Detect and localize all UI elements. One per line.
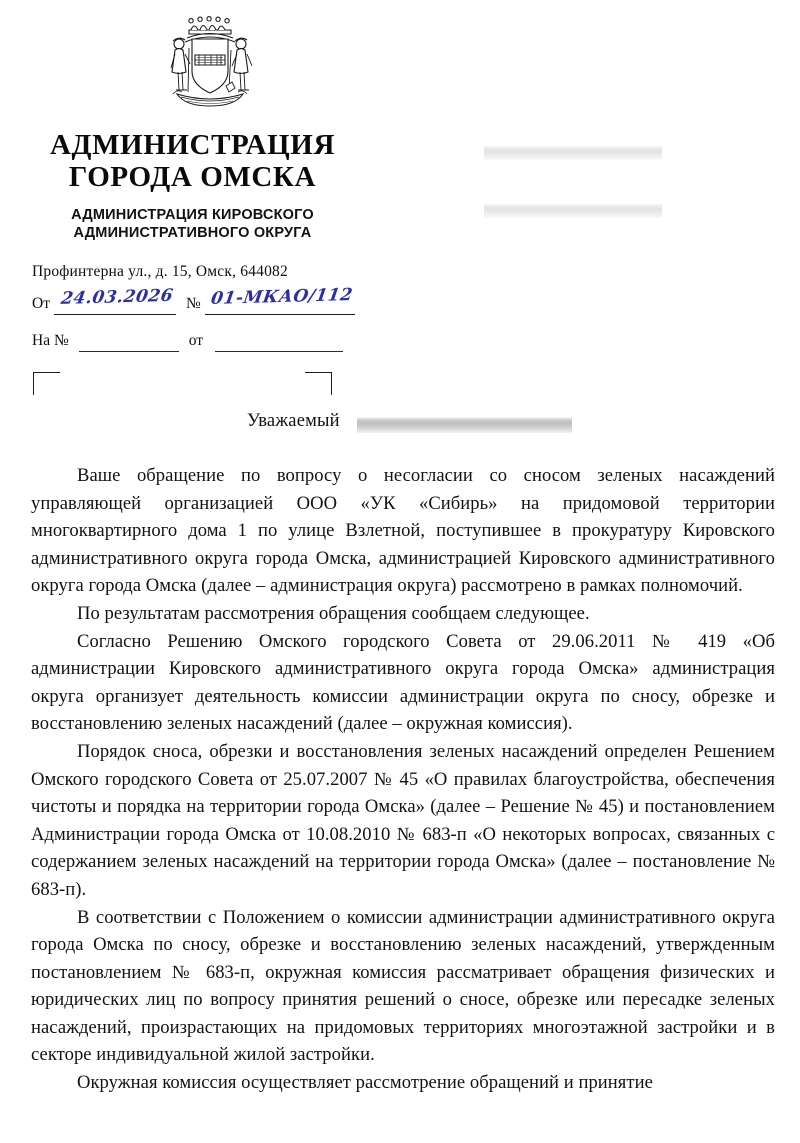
- handwritten-date: 24.03.2026: [59, 286, 175, 310]
- body-paragraph-5: В соответствии с Положением о комиссии администрации административного округа города Омска по сносу, обрезке и восстановлению зеленых насаждений, утвержденным постановлением № 683-п, окружная комиссия рассматривает обращения физических и юридических лиц по вопросу принятия решений о сносе, обрезке или пересадке зеленых насаждений, произрастающих на придомовых территориях многоэтажной застройки и в секторе индивидуальной жилой застройки.: [31, 906, 775, 1066]
- body-paragraph-1: Ваше обращение по вопросу о несогласии со сносом зеленых насаждений управляющей организацией ООО «УК «Сибирь» на придомовой территории многоквартирного дома 1 по улице Взлетной, поступившее в прокуратуру Кировского административного округа города Омска, администрацией Кировского административного округа города Омска (далее – администрация округа) рассмотрено в рамках полномочий.: [31, 465, 775, 597]
- on-reference-blank-field: [79, 338, 179, 352]
- incoming-reference-row: [32, 329, 420, 352]
- salutation-greeting: Уважаемый: [247, 411, 340, 431]
- body-paragraph-4: Порядок сноса, обрезки и восстановления зеленых насаждений определен Решением Омского городского Совета от 25.07.2007 № 45 «О правилах благоустройства, обеспечения чистоты и порядка на территории города Омска» (далее – Решение № 45) и постановлением Администрации города Омска от 10.08.2010 № 683-п «О некоторых вопросах, связанных с содержанием зеленых насаждений на территории города Омска» (далее – постановление № 683-п).: [31, 740, 775, 900]
- omsk-coat-of-arms-icon: [151, 14, 269, 114]
- org-title-line-1: АДМИНИСТРАЦИЯ: [49, 129, 336, 161]
- emblem-container: [0, 0, 420, 119]
- handwritten-reference-number: 01-МКАО/112: [210, 285, 355, 310]
- on-reference-date-blank-field: [215, 338, 343, 352]
- addressee-bracket-right: [305, 372, 332, 395]
- number-label: №: [185, 294, 201, 312]
- organization-title: [0, 129, 385, 194]
- org-title-line-2: ГОРОДА ОМСКА: [68, 161, 317, 194]
- on-reference-label: На №: [32, 331, 69, 349]
- salutation-name-redaction: [357, 417, 572, 433]
- letterhead: [0, 0, 420, 352]
- addressee-bracket-left: [33, 372, 60, 395]
- from-date-label: От: [32, 294, 50, 312]
- body-paragraph-2: По результатам рассмотрения обращения сообщаем следующее.: [77, 602, 590, 624]
- from-date-field: [54, 287, 176, 315]
- letterhead-reference-block: [0, 260, 420, 352]
- body-paragraph-3: Согласно Решению Омского городского Совета от 29.06.2011 № 419 «Об администрации Кировского административного округа города Омска» администрация округа организует деятельность комиссии администрации округа по сносу, обрезке и восстановлению зеленых насаждений (далее – окружная комиссия).: [31, 630, 775, 735]
- addressee-redaction-line-2: [484, 204, 662, 218]
- postal-address: Профинтерна ул., д. 15, Омск, 644082: [32, 263, 288, 281]
- number-field: [205, 287, 355, 315]
- body-paragraph-6-partial: Окружная комиссия осуществляет рассмотрение обращений и принятие: [77, 1072, 653, 1094]
- organization-subtitle: [0, 206, 385, 242]
- org-subtitle-line-2: АДМИНИСТРАТИВНОГО ОКРУГА: [73, 225, 312, 242]
- addressee-redaction-line-1: [484, 146, 662, 160]
- org-subtitle-line-1: АДМИНИСТРАЦИЯ КИРОВСКОГО: [71, 206, 314, 223]
- on-reference-date-label: от: [188, 331, 204, 349]
- outgoing-reference-row: [32, 287, 420, 315]
- letter-body: [31, 462, 775, 1097]
